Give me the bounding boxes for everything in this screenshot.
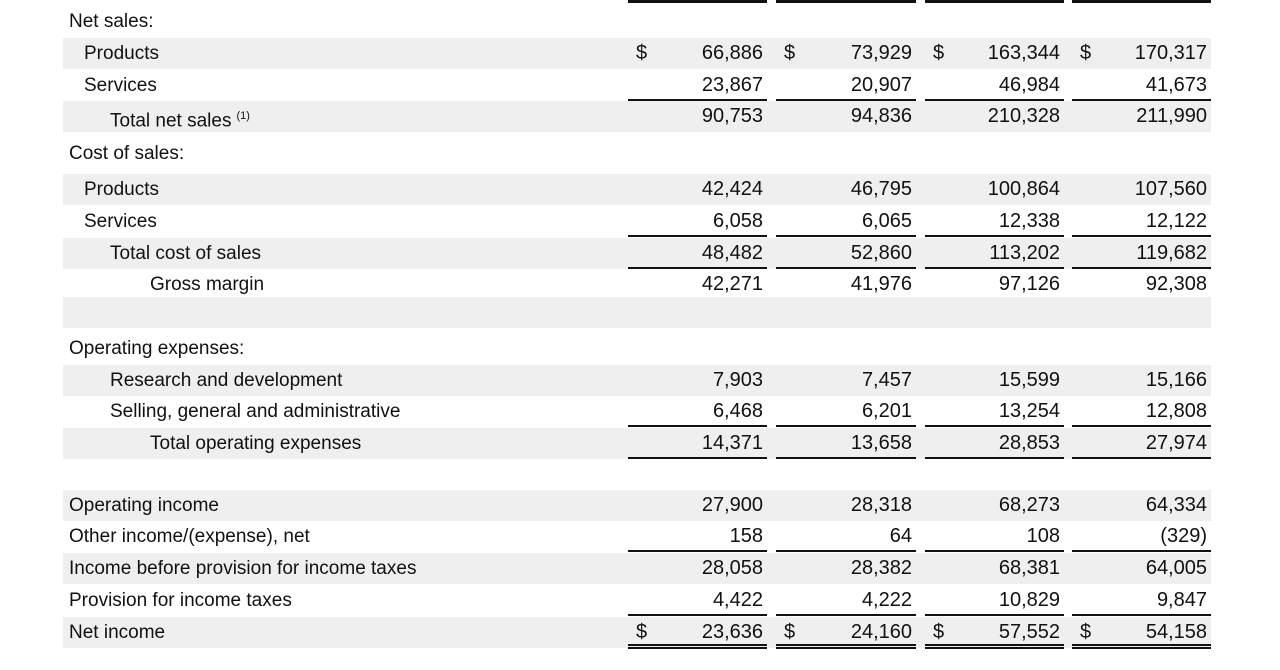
- table-row: [63, 458, 1211, 489]
- value-cell: [628, 6, 767, 37]
- row-label-text: Gross margin: [150, 274, 265, 295]
- value-cell: [1072, 365, 1211, 396]
- value-cell: [925, 6, 1064, 37]
- value-cell: [925, 333, 1064, 364]
- value-cell: [1072, 38, 1211, 69]
- value-number: 108: [1026, 525, 1060, 547]
- currency-symbol: $: [1080, 42, 1092, 64]
- value-cell: [628, 365, 767, 396]
- value-number: 27,900: [701, 494, 763, 516]
- value-number: 119,682: [1136, 242, 1207, 264]
- value-cell: [776, 458, 916, 489]
- row-label: [84, 38, 159, 69]
- value-cell: [925, 365, 1064, 396]
- value-cell: [925, 238, 1064, 269]
- value-cell: [925, 269, 1064, 300]
- value-cell: [628, 428, 767, 459]
- row-label-text: Cost of sales:: [69, 143, 185, 164]
- column-top-rule: [925, 0, 1064, 3]
- row-label-text: Total operating expenses: [150, 433, 362, 454]
- value-cell: [628, 206, 767, 237]
- value-number: 7,457: [861, 369, 912, 391]
- value-cell: [776, 365, 916, 396]
- row-label: [84, 174, 159, 205]
- value-cell: [1072, 297, 1211, 328]
- row-label-text: Selling, general and administrative: [110, 401, 401, 422]
- value-cell: [1072, 269, 1211, 300]
- currency-symbol: $: [933, 621, 945, 643]
- value-number: 28,853: [998, 432, 1060, 454]
- value-number: 6,058: [712, 210, 763, 232]
- value-cell: [776, 585, 916, 616]
- row-label-text: Other income/(expense), net: [69, 526, 310, 547]
- table-row: [63, 428, 1211, 459]
- value-cell: [925, 38, 1064, 69]
- value-number: 52,860: [850, 242, 912, 264]
- value-number: 23,636: [701, 621, 763, 643]
- value-cell: [925, 138, 1064, 169]
- column-top-rule: [628, 0, 767, 3]
- value-number: 48,482: [701, 242, 763, 264]
- value-number: 20,907: [850, 74, 912, 96]
- row-label: [150, 269, 264, 300]
- row-label: [110, 101, 250, 136]
- table-row: [63, 238, 1211, 269]
- value-cell: [1072, 617, 1211, 649]
- value-cell: [628, 490, 767, 521]
- footnote-marker: (1): [236, 110, 250, 122]
- value-cell: [776, 138, 916, 169]
- value-cell: [925, 70, 1064, 101]
- value-number: 9,847: [1156, 589, 1207, 611]
- value-number: 14,371: [701, 432, 763, 454]
- value-cell: [925, 174, 1064, 205]
- row-label-text: Provision for income taxes: [69, 590, 292, 611]
- value-number: 28,318: [850, 494, 912, 516]
- table-row: [63, 138, 1211, 169]
- value-cell: [776, 521, 916, 552]
- value-cell: [1072, 490, 1211, 521]
- column-top-rule: [776, 0, 916, 3]
- value-number: 41,976: [850, 273, 912, 295]
- value-cell: [1072, 585, 1211, 616]
- value-cell: [1072, 174, 1211, 205]
- value-number: 73,929: [850, 42, 912, 64]
- value-number: 23,867: [701, 74, 763, 96]
- currency-symbol: $: [784, 42, 796, 64]
- value-number: 6,468: [712, 400, 763, 422]
- value-cell: [628, 396, 767, 427]
- value-number: 28,058: [701, 557, 763, 579]
- row-label-text: Services: [84, 211, 157, 232]
- value-cell: [628, 458, 767, 489]
- table-row: [63, 585, 1211, 616]
- row-label-text: Income before provision for income taxes: [69, 558, 417, 579]
- value-cell: [776, 206, 916, 237]
- value-cell: [628, 174, 767, 205]
- value-cell: [1072, 333, 1211, 364]
- table-row: [63, 617, 1211, 648]
- value-cell: [628, 101, 767, 132]
- row-label: [69, 138, 184, 169]
- table-row: [63, 365, 1211, 396]
- value-cell: [1072, 6, 1211, 37]
- row-label: [84, 70, 157, 101]
- value-number: 13,254: [998, 400, 1060, 422]
- row-label-text: Research and development: [110, 370, 343, 391]
- value-cell: [628, 38, 767, 69]
- value-number: 158: [729, 525, 763, 547]
- table-row: [63, 297, 1211, 328]
- value-cell: [925, 428, 1064, 459]
- row-label: [69, 585, 292, 616]
- value-number: 6,201: [861, 400, 912, 422]
- value-number: 24,160: [850, 621, 912, 643]
- value-cell: [776, 70, 916, 101]
- currency-symbol: $: [636, 42, 648, 64]
- value-number: 68,381: [998, 557, 1060, 579]
- table-row: [63, 490, 1211, 521]
- value-number: 15,166: [1145, 369, 1207, 391]
- row-label: [69, 6, 153, 37]
- value-cell: [776, 238, 916, 269]
- value-cell: [776, 490, 916, 521]
- table-row: [63, 206, 1211, 237]
- value-cell: [925, 585, 1064, 616]
- value-cell: [1072, 70, 1211, 101]
- value-number: 100,864: [987, 178, 1060, 200]
- value-number: 66,886: [701, 42, 763, 64]
- value-number: 210,328: [987, 105, 1060, 127]
- value-number: (329): [1160, 525, 1207, 547]
- table-row: [63, 101, 1211, 132]
- value-cell: [776, 617, 916, 649]
- value-cell: [1072, 101, 1211, 132]
- row-label-text: Total net sales: [110, 110, 232, 132]
- value-number: 113,202: [989, 242, 1060, 264]
- value-cell: [1072, 521, 1211, 552]
- row-label: [110, 396, 400, 427]
- value-number: 54,158: [1145, 621, 1207, 643]
- value-cell: [925, 490, 1064, 521]
- value-number: 15,599: [998, 369, 1060, 391]
- value-number: 4,222: [861, 589, 912, 611]
- value-number: 64: [889, 525, 912, 547]
- row-label-text: Net sales:: [69, 11, 154, 32]
- column-top-rule: [1072, 0, 1211, 3]
- value-number: 163,344: [987, 42, 1060, 64]
- value-cell: [776, 6, 916, 37]
- value-number: 12,338: [998, 210, 1060, 232]
- value-cell: [776, 297, 916, 328]
- value-cell: [776, 333, 916, 364]
- value-number: 12,808: [1145, 400, 1207, 422]
- value-cell: [925, 101, 1064, 132]
- value-number: 12,122: [1145, 210, 1207, 232]
- value-number: 4,422: [712, 589, 763, 611]
- value-cell: [925, 521, 1064, 552]
- row-label-text: Operating expenses:: [69, 338, 245, 359]
- value-number: 13,658: [850, 432, 912, 454]
- value-number: 6,065: [861, 210, 912, 232]
- value-cell: [628, 553, 767, 584]
- value-cell: [925, 297, 1064, 328]
- value-cell: [1072, 238, 1211, 269]
- value-cell: [776, 553, 916, 584]
- value-cell: [1072, 396, 1211, 427]
- table-row: [63, 174, 1211, 205]
- value-number: 107,560: [1134, 178, 1207, 200]
- value-number: 7,903: [712, 369, 763, 391]
- value-cell: [925, 617, 1064, 649]
- row-label-text: Products: [84, 43, 159, 64]
- value-cell: [925, 458, 1064, 489]
- row-label: [110, 238, 261, 269]
- row-label-text: Products: [84, 179, 159, 200]
- value-cell: [1072, 206, 1211, 237]
- value-number: 27,974: [1145, 432, 1207, 454]
- currency-symbol: $: [1080, 621, 1092, 643]
- currency-symbol: $: [784, 621, 796, 643]
- value-number: 57,552: [998, 621, 1060, 643]
- value-cell: [776, 38, 916, 69]
- value-number: 211,990: [1136, 105, 1207, 127]
- value-number: 42,271: [701, 273, 763, 295]
- row-label: [69, 553, 416, 584]
- table-row: [63, 269, 1211, 300]
- value-cell: [776, 174, 916, 205]
- value-cell: [925, 206, 1064, 237]
- row-label-text: Net income: [69, 622, 166, 643]
- value-number: 170,317: [1134, 42, 1207, 64]
- value-cell: [925, 396, 1064, 427]
- value-cell: [628, 70, 767, 101]
- value-number: 64,005: [1145, 557, 1207, 579]
- table-row: [63, 553, 1211, 584]
- value-cell: [776, 396, 916, 427]
- value-number: 68,273: [998, 494, 1060, 516]
- value-cell: [1072, 458, 1211, 489]
- value-number: 46,984: [998, 74, 1060, 96]
- row-label: [150, 428, 361, 459]
- value-cell: [628, 617, 767, 649]
- table-row: [63, 521, 1211, 552]
- row-label-text: Services: [84, 75, 157, 96]
- value-number: 64,334: [1145, 494, 1207, 516]
- row-label: [69, 333, 244, 364]
- row-label-text: Operating income: [69, 495, 219, 516]
- currency-symbol: $: [636, 621, 648, 643]
- value-cell: [1072, 138, 1211, 169]
- value-cell: [628, 238, 767, 269]
- value-cell: [776, 269, 916, 300]
- value-cell: [628, 138, 767, 169]
- value-cell: [925, 553, 1064, 584]
- row-label: [69, 490, 219, 521]
- value-cell: [628, 585, 767, 616]
- table-row: [63, 333, 1211, 364]
- value-cell: [628, 333, 767, 364]
- value-cell: [628, 521, 767, 552]
- row-label-text: Total cost of sales: [110, 243, 262, 264]
- value-cell: [776, 428, 916, 459]
- value-cell: [628, 269, 767, 300]
- row-label: [69, 521, 310, 552]
- value-number: 42,424: [701, 178, 763, 200]
- value-number: 94,836: [850, 105, 912, 127]
- value-number: 41,673: [1145, 74, 1207, 96]
- table-row: [63, 38, 1211, 69]
- row-label: [110, 365, 342, 396]
- table-row: [63, 396, 1211, 427]
- value-number: 97,126: [998, 273, 1060, 295]
- currency-symbol: $: [933, 42, 945, 64]
- value-number: 28,382: [850, 557, 912, 579]
- value-number: 90,753: [701, 105, 763, 127]
- value-number: 10,829: [998, 589, 1060, 611]
- row-label: [69, 617, 165, 648]
- value-cell: [628, 297, 767, 328]
- table-row: [63, 6, 1211, 37]
- table-row: [63, 70, 1211, 101]
- value-number: 92,308: [1145, 273, 1207, 295]
- row-label: [84, 206, 157, 237]
- value-cell: [1072, 553, 1211, 584]
- value-cell: [776, 101, 916, 132]
- value-cell: [1072, 428, 1211, 459]
- value-number: 46,795: [850, 178, 912, 200]
